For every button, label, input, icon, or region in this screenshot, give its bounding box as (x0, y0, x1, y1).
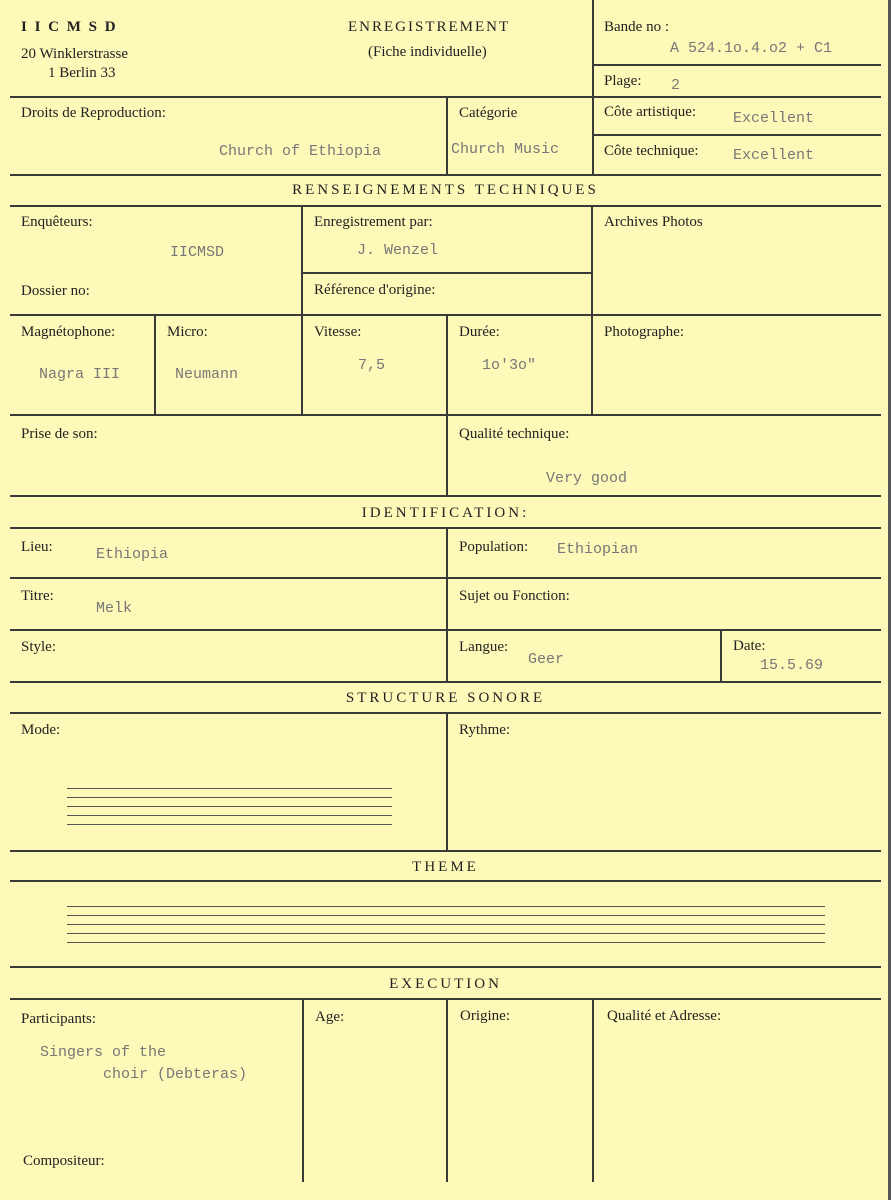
rule (591, 205, 593, 414)
date-value: 15.5.69 (760, 657, 824, 674)
staff-line (67, 942, 825, 943)
card-title: ENREGISTREMENT (348, 19, 511, 35)
droits-label: Droits de Reproduction: (21, 105, 166, 121)
vitesse-label: Vitesse: (314, 324, 362, 340)
magnetophone-label: Magnétophone: (21, 324, 116, 340)
section-heading: IDENTIFICATION: (361, 505, 530, 521)
rule (592, 0, 594, 174)
archives-photos-label: Archives Photos (604, 214, 703, 230)
plage-label: Plage: (604, 73, 642, 89)
participants-value: Singers of the choir (Debteras) (40, 1044, 248, 1083)
micro-label: Micro: (167, 324, 208, 340)
enqueteurs-label: Enquêteurs: (21, 214, 93, 230)
staff-line (67, 797, 392, 798)
staff-line (67, 824, 392, 825)
population-label: Population: (459, 539, 529, 555)
rule (301, 205, 303, 414)
org-city: 1 Berlin 33 (48, 65, 116, 81)
org-street: 20 Winklerstrasse (21, 46, 129, 62)
reference-label: Référence d'origine: (314, 282, 436, 298)
rule (446, 527, 448, 681)
origine-label: Origine: (460, 1008, 510, 1024)
staff-line (67, 924, 825, 925)
cote-artistique-value: Excellent (733, 110, 815, 127)
rule (10, 850, 881, 852)
date-label: Date: (733, 638, 766, 654)
rule (302, 272, 592, 274)
rule (10, 966, 881, 968)
staff-line (67, 815, 392, 816)
rule (592, 134, 881, 136)
rule (154, 314, 156, 414)
plage-value: 2 (671, 77, 681, 94)
rythme-label: Rythme: (459, 722, 511, 738)
categorie-label: Catégorie (459, 105, 518, 121)
langue-value: Geer (528, 651, 565, 668)
staff-line (67, 788, 392, 789)
card-subtitle: (Fiche individuelle) (368, 44, 487, 60)
participants-label: Participants: (21, 1011, 96, 1027)
droits-value: Church of Ethiopia (219, 143, 382, 160)
langue-label: Langue: (459, 639, 509, 655)
micro-value: Neumann (175, 366, 239, 383)
duree-label: Durée: (459, 324, 500, 340)
titre-label: Titre: (21, 588, 54, 604)
vitesse-value: 7,5 (358, 357, 386, 374)
rule (592, 998, 594, 1182)
duree-value: 1o'3o" (482, 357, 537, 374)
rule (720, 629, 722, 681)
style-label: Style: (21, 639, 57, 655)
section-heading: EXECUTION (389, 976, 502, 992)
sujet-label: Sujet ou Fonction: (459, 588, 570, 604)
section-heading: STRUCTURE SONORE (345, 690, 546, 706)
rule (446, 414, 448, 495)
cote-technique-value: Excellent (733, 147, 815, 164)
bande-value: A 524.1o.4.o2 + C1 (670, 40, 833, 57)
magnetophone-value: Nagra III (39, 366, 121, 383)
rule (10, 205, 881, 207)
staff-line (67, 806, 392, 807)
cote-artistique-label: Côte artistique: (604, 104, 697, 120)
photographe-label: Photographe: (604, 324, 684, 340)
enqueteurs-value: IICMSD (170, 244, 225, 261)
cote-technique-label: Côte technique: (604, 143, 699, 159)
qualite-technique-value: Very good (546, 470, 628, 487)
rule (446, 998, 448, 1182)
section-heading: RENSEIGNEMENTS TECHNIQUES (292, 182, 599, 198)
titre-value: Melk (96, 600, 133, 617)
rule (10, 880, 881, 882)
lieu-label: Lieu: (21, 539, 53, 555)
categorie-value: Church Music (451, 141, 560, 158)
compositeur-label: Compositeur: (23, 1153, 105, 1169)
section-heading: THEME (412, 859, 479, 875)
qualite-adresse-label: Qualité et Adresse: (607, 1008, 722, 1024)
staff-line (67, 906, 825, 907)
rule (10, 495, 881, 497)
org-logo: I I C M S D (21, 19, 118, 35)
rule (10, 681, 881, 683)
bande-label: Bande no : (604, 19, 669, 35)
population-value: Ethiopian (557, 541, 639, 558)
qualite-technique-label: Qualité technique: (459, 426, 570, 442)
rule (446, 96, 448, 174)
staff-line (67, 933, 825, 934)
enregistrement-par-value: J. Wenzel (357, 242, 439, 259)
prise-de-son-label: Prise de son: (21, 426, 98, 442)
enregistrement-par-label: Enregistrement par: (314, 214, 433, 230)
lieu-value: Ethiopia (96, 546, 169, 563)
rule (446, 314, 448, 414)
rule (302, 998, 304, 1182)
rule (592, 64, 881, 66)
rule (10, 174, 881, 176)
rule (446, 712, 448, 850)
age-label: Age: (315, 1009, 345, 1025)
staff-line (67, 915, 825, 916)
mode-label: Mode: (21, 722, 61, 738)
dossier-label: Dossier no: (21, 283, 90, 299)
